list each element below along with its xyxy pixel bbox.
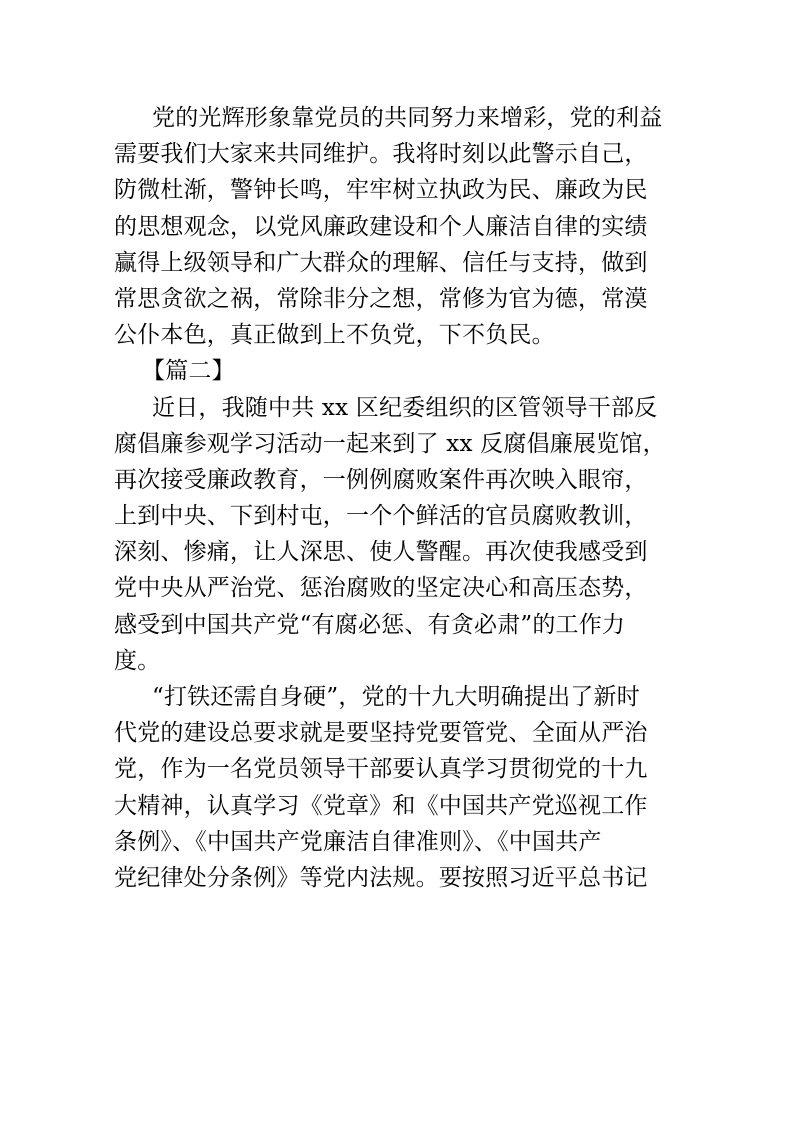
- text-line: 近日，我随中共 xx 区纪委组织的区管领导干部反: [152, 394, 658, 421]
- text-line: 的思想观念，以党风廉政建设和个人廉洁自律的实绩: [114, 213, 648, 240]
- section-heading: 【篇二】: [142, 358, 235, 385]
- text-line: 腐倡廉参观学习活动一起来到了 xx 反腐倡廉展览馆，: [114, 430, 666, 457]
- paragraph-2: [114, 390, 689, 680]
- text-line: 大精神，认真学习《党章》和《中国共产党巡视工作: [114, 792, 648, 819]
- text-line: 感受到中国共产党“有腐必惩、有贪必肃”的工作力: [114, 611, 626, 638]
- document-page: [114, 100, 689, 896]
- text-line: 再次接受廉政教育，一例例腐败案件再次映入眼帘，: [114, 466, 648, 493]
- text-line: 条例》、《中国共产党廉洁自律准则》、《中国共产: [114, 828, 602, 855]
- text-line: 党纪律处分条例》等党内法规。要按照习近平总书记: [114, 864, 648, 891]
- text-line: “打铁还需自身硬”，党的十九大明确提出了新时: [152, 684, 640, 710]
- text-line: 公仆本色，真正做到上不负党，下不负民。: [114, 322, 555, 349]
- text-line: 防微杜渐，警钟长鸣，牢牢树立执政为民、廉政为民: [114, 177, 648, 204]
- text-line: 深刻、惨痛，让人深思、使人警醒。再次使我感受到: [114, 539, 648, 566]
- text-line: 赢得上级领导和广大群众的理解、信任与支持，做到: [114, 249, 648, 276]
- text-line: 党中央从严治党、惩治腐败的坚定决心和高压态势，: [114, 575, 648, 602]
- text-line: 常思贪欲之祸，常除非分之想，常修为官为德，常漠: [114, 285, 648, 312]
- text-line: 度。: [114, 647, 161, 674]
- text-line: 上到中央、下到村屯，一个个鲜活的官员腐败教训，: [114, 503, 648, 530]
- text-line: 代党的建设总要求就是要坚持党要管党、全面从严治: [114, 720, 648, 747]
- text-line: 党的光辉形象靠党员的共同努力来增彩，党的利益: [152, 105, 663, 131]
- paragraph-3: [114, 679, 689, 896]
- text-line: 需要我们大家来共同维护。我将时刻以此警示自己，: [114, 141, 648, 168]
- text-line: 党，作为一名党员领导干部要认真学习贯彻党的十九: [114, 756, 648, 783]
- paragraph-1: [114, 100, 689, 353]
